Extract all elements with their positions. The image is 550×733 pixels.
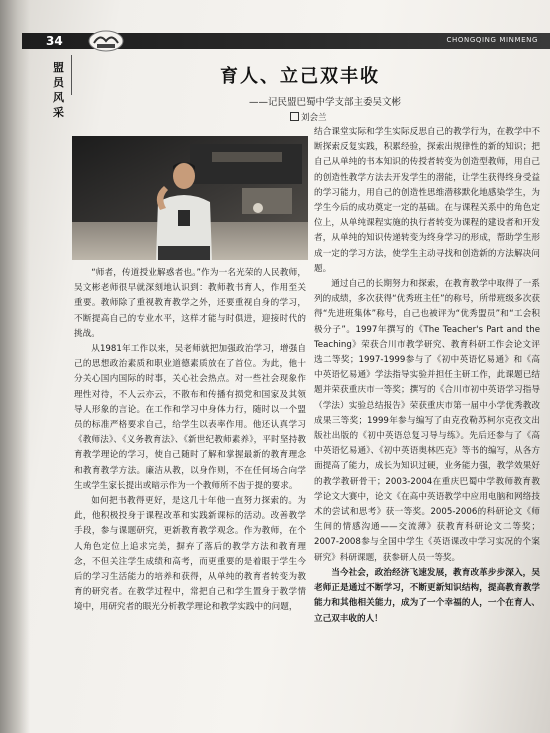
author-line [290,111,327,123]
left-column [74,266,306,616]
portrait-image [72,136,308,260]
paragraph: 通过自己的长期努力和探索，在教育教学中取得了一系列的成绩，多次获得“优秀班主任”的称号，所带班级多次获得“先进班集体”称号，自己也被评为“优秀盟员”和“工会积极分子”。1997年撰写的《The Teacher's Part and the Teaching》荣获合川市教学研究、教育科研工作会论文评选二等奖；1997-1999参与了《初中英语忆易通》和《高中英语忆易通》学法指导实验并担任主研工作，此课题已结题并荣获重庆市一等奖；撰写的《合川市初中英语学习指导（学法）实验总结报告》荣获重庆市第一届中小学优秀教改成果三等奖；1999年参与编写了由克孜勒苏柯尔克孜文出版社出版的《初中英语总复习导与练》。先后还参与了《高中英语忆易通》、《初中英语奥林匹克》等书的编写，从各方面提高了能力，成长为知识过硬，业务能力强，教学效果好的教学教研骨干；2003-2004在重庆巴蜀中学教师教育教学论文大赛中，论文《在高中英语教学中应用电脑和网络技术的尝试和思考》获一等奖。2005-2006的科研论文《师生间的情感沟通——交流薄》获教育科研论文二等奖；2007-2008参与全国中学生《英语课改中学习实况的个案研究》科研课题，获参研人员一等奖。 [314,279,540,563]
section-label: 盟员风采 [53,61,64,119]
right-column [314,125,540,627]
paragraph: 结合课堂实际和学生实际反思自己的教学行为，在教学中不断探索反复实践，积累经验，探索出规律性的新的知识；把自己从单纯的书本知识的传授者转变为创造型教师，用自己的创造性教学方法去开发学生的潜能，让学生获得终身受益的学习能力，用自己的创造性思维潜移默化地感染学生，为学生今后的成功奠定一定的基础。在与课程关系中的角色定位上，从单纯课程实施的执行者转变为课程的建设者和开发者，从单纯的知识传递转变为终身学习的形成，帮助学生形成一定的学习方法，使学生主动寻找和创造新的方法解决问题。 [314,127,540,274]
paragraph: 从1981年工作以来，吴老师就把加强政治学习，增强自己的思想政治素质和职业道德素质放在了首位。为此，他十分关心国内国际的时事，关心社会热点。对一些社会现象作理性对待，不人云亦云，不散布和传播有损党和国家及其领导人形象的言论。在工作和学习中身体力行，随时以一个盟员的标准严格要求自己，给学生以表率作用。他还认真学习《教师法》、《义务教育法》、《新世纪教师素养》，平时坚持教育教学理论的学习，使自己随时了解和掌握最新的教育理念和教育教学方法。廉洁从教，以身作则，不在任何场合向学生或学生家长提出或暗示作为一个教师所不齿于提的要求。 [74,344,306,491]
portrait-photo [72,136,308,260]
binding-shadow [0,0,30,733]
article-title: 育人、立己双丰收 [220,66,380,87]
author-name: 刘会兰 [301,113,327,123]
article-subtitle: ——记民盟巴蜀中学支部主委吴文彬 [248,97,401,108]
masthead: CHONGQING MINMENG [446,36,538,44]
paragraph: 如何把书教得更好，是这几十年他一直努力探索的。为此，他积极投身于课程改革和实践新课标的活动。改善教学手段，参与课题研究，更新教育教学观念。作为教师，在个人角色定位上追求完美，摒弃了落后的教学方法和教育理念，不但关注学生成绩和高考，而更重要的是着眼于学生今后的学习生活能力的培养和获得，从单纯的教育者转变为教育的研究者。在教学过程中，常把自己和学生置身于教学情境中，用研究者的眼光分析教学理论和教学实践中的问题， [74,496,306,613]
section-divider [71,55,72,95]
page-number: 34 [46,34,63,48]
minmeng-logo [86,29,126,53]
author-box-icon [290,112,299,121]
closing-paragraph: 当今社会，政治经济飞速发展，教育改革步步深入，吴老师正是通过不断学习，不断更新知识结构，提高教育教学能力和其他相关能力，成为了一个幸福的人，一个在育人、立己双丰收的人！ [314,567,540,624]
paragraph: “师者，传道授业解惑者也。”作为一名光荣的人民教师，吴文彬老师很早就深刻地认识到：教师教书育人，作用至关重要。教师除了重视教育教学之外，还要重视自身的学习，不断提高自己的专业水平，这样才能与时俱进，迎接时代的挑战。 [74,268,306,339]
